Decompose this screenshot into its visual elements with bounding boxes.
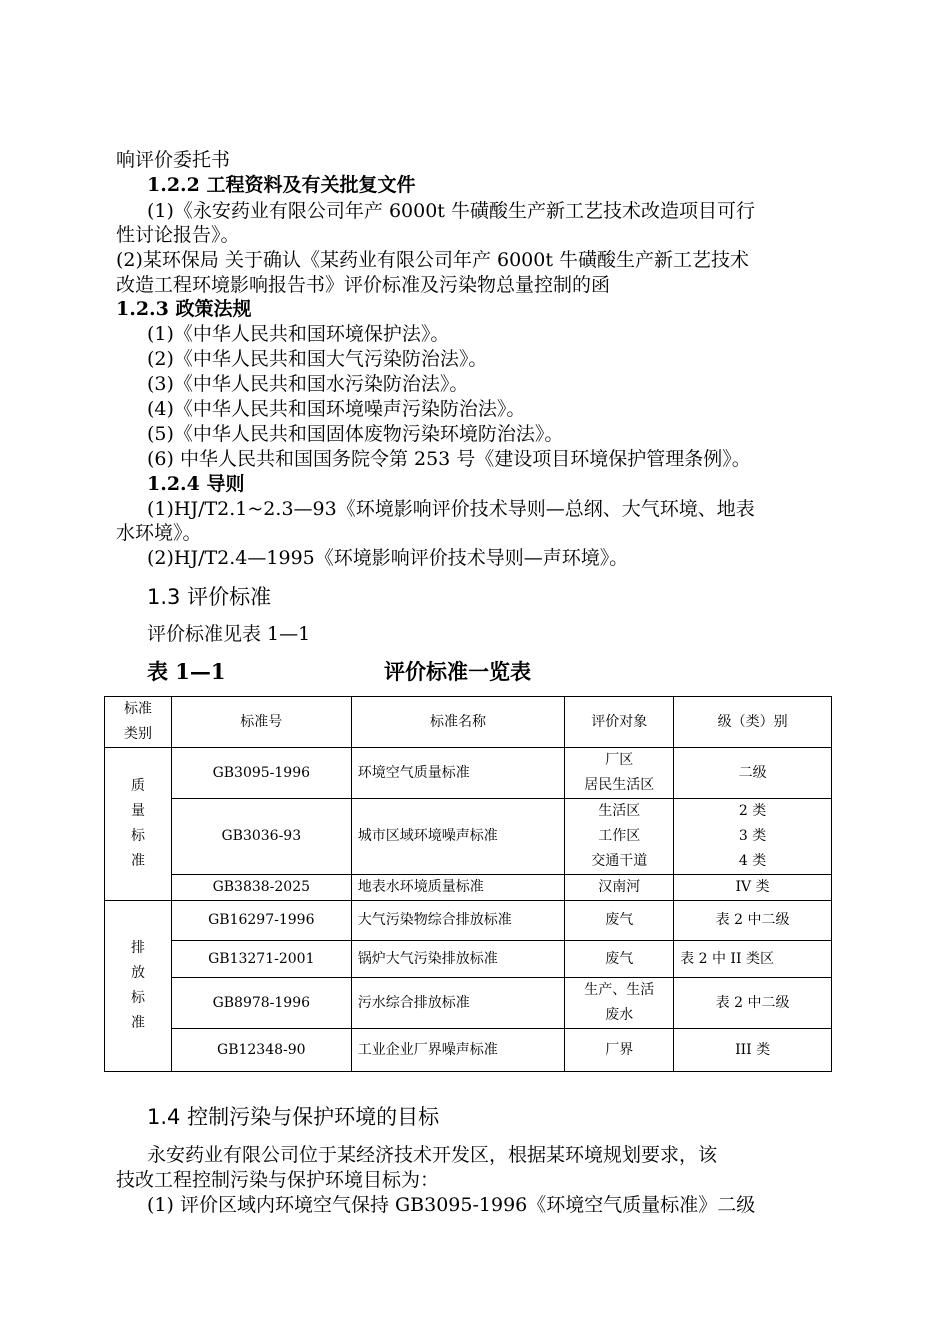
- cell-object: 废气: [565, 941, 674, 978]
- group-char: 排: [130, 940, 145, 956]
- section-heading-1-2-4: 1.2.4 导则: [147, 473, 245, 495]
- paragraph-text: 改造工程环境影响报告书》评价标准及污染物总量控制的函: [116, 274, 611, 296]
- cell-level: 表 2 中 II 类区: [674, 941, 832, 978]
- header-code: 标准号: [171, 697, 351, 748]
- header-category: [105, 697, 172, 748]
- section-heading-1-4: 1.4 控制污染与保护环境的目标: [147, 1105, 440, 1129]
- cell-name: 锅炉大气污染排放标准: [351, 941, 565, 978]
- cell-name: 环境空气质量标准: [351, 748, 565, 799]
- cell-object: 厂界: [565, 1029, 674, 1072]
- law-item: (4)《中华人民共和国环境噪声污染防治法》。: [147, 398, 526, 420]
- table-row: [105, 978, 832, 1029]
- cell-name: 大气污染物综合排放标准: [351, 901, 565, 941]
- cell-name: 工业企业厂界噪声标准: [351, 1029, 565, 1072]
- paragraph-text: (2)某环保局 关于确认《某药业有限公司年产 6000t 牛磺酸生产新工艺技术: [116, 249, 750, 271]
- cell-code: GB12348-90: [171, 1029, 351, 1072]
- group-quality-standards: [105, 748, 172, 901]
- cell-name: 城市区域环境噪声标准: [351, 799, 565, 875]
- law-item: (1)《中华人民共和国环境保护法》。: [147, 323, 450, 345]
- table-header-row: [105, 697, 832, 748]
- group-char: 标: [130, 990, 145, 1006]
- cell-code: GB3838-2025: [171, 875, 351, 901]
- group-char: 量: [130, 803, 145, 819]
- law-item: (6) 中华人民共和国国务院令第 253 号《建设项目环境保护管理条例》。: [147, 448, 751, 470]
- cell-level: 二级: [674, 748, 832, 799]
- cell-name: 地表水环境质量标准: [351, 875, 565, 901]
- table-row: [105, 799, 832, 875]
- group-char: 质: [130, 778, 145, 794]
- cell-level: 表 2 中二级: [674, 978, 832, 1029]
- object-line: 生活区: [598, 803, 641, 819]
- level-line: 3 类: [738, 828, 767, 844]
- group-char: 准: [130, 853, 145, 869]
- cell-level: 表 2 中二级: [674, 901, 832, 941]
- table-row: [105, 901, 832, 941]
- table-row: [105, 748, 832, 799]
- level-line: 2 类: [738, 803, 767, 819]
- law-item: (5)《中华人民共和国固体废物污染环境防治法》。: [147, 423, 564, 445]
- cell-code: GB16297-1996: [171, 901, 351, 941]
- paragraph-text: (1)《永安药业有限公司年产 6000t 牛磺酸生产新工艺技术改造项目可行: [147, 200, 755, 222]
- cell-name: 污水综合排放标准: [351, 978, 565, 1029]
- section-heading-1-2-2: 1.2.2 工程资料及有关批复文件: [147, 174, 416, 196]
- group-discharge-standards: [105, 901, 172, 1072]
- table-caption-title: 评价标准一览表: [384, 659, 531, 684]
- group-char: 放: [130, 965, 145, 981]
- header-category-line: 类别: [123, 726, 152, 742]
- object-line: 厂区: [605, 752, 634, 768]
- paragraph-text: 评价标准见表 1—1: [147, 623, 311, 645]
- cell-code: GB3036-93: [171, 799, 351, 875]
- paragraph-text: (1) 评价区域内环境空气保持 GB3095-1996《环境空气质量标准》二级: [147, 1194, 756, 1216]
- level-line: 4 类: [738, 853, 767, 869]
- standards-table: [104, 696, 832, 1072]
- group-char: 标: [130, 828, 145, 844]
- guideline-item: (2)HJ/T2.4—1995《环境影响评价技术导则—声环境》。: [147, 547, 629, 569]
- paragraph-text: 永安药业有限公司位于某经济技术开发区，根据某环境规划要求，该: [147, 1144, 718, 1166]
- section-heading-1-3: 1.3 评价标准: [147, 585, 272, 609]
- law-item: (3)《中华人民共和国水污染防治法》。: [147, 373, 469, 395]
- header-name: 标准名称: [351, 697, 565, 748]
- section-heading-1-2-3: 1.2.3 政策法规: [116, 298, 252, 320]
- paragraph-text: 性讨论报告》。: [116, 224, 240, 246]
- group-char: 准: [130, 1015, 145, 1031]
- cell-object: [565, 978, 674, 1029]
- cell-level: [674, 799, 832, 875]
- object-line: 工作区: [598, 828, 641, 844]
- paragraph-text: 响评价委托书: [116, 149, 231, 171]
- cell-object: [565, 748, 674, 799]
- header-object: 评价对象: [565, 697, 674, 748]
- guideline-item: (1)HJ/T2.1~2.3—93《环境影响评价技术导则—总纲、大气环境、地表: [147, 498, 755, 520]
- cell-code: GB3095-1996: [171, 748, 351, 799]
- object-line: 居民生活区: [584, 777, 655, 793]
- cell-object: 汉南河: [565, 875, 674, 901]
- law-item: (2)《中华人民共和国大气污染防治法》。: [147, 348, 488, 370]
- cell-level: IV 类: [674, 875, 832, 901]
- cell-object: 废气: [565, 901, 674, 941]
- cell-object: [565, 799, 674, 875]
- object-line: 生产、生活: [584, 982, 655, 998]
- object-line: 废水: [605, 1007, 634, 1023]
- table-caption-number: 表 1—1: [147, 659, 226, 684]
- cell-code: GB13271-2001: [171, 941, 351, 978]
- header-level: 级（类）别: [674, 697, 832, 748]
- paragraph-text: 技改工程控制污染与保护环境目标为：: [116, 1169, 440, 1191]
- table-row: [105, 1029, 832, 1072]
- table-row: [105, 941, 832, 978]
- cell-level: III 类: [674, 1029, 832, 1072]
- guideline-item: 水环境》。: [116, 522, 202, 544]
- object-line: 交通干道: [591, 853, 648, 869]
- table-row: [105, 875, 832, 901]
- cell-code: GB8978-1996: [171, 978, 351, 1029]
- header-category-line: 标准: [123, 701, 152, 717]
